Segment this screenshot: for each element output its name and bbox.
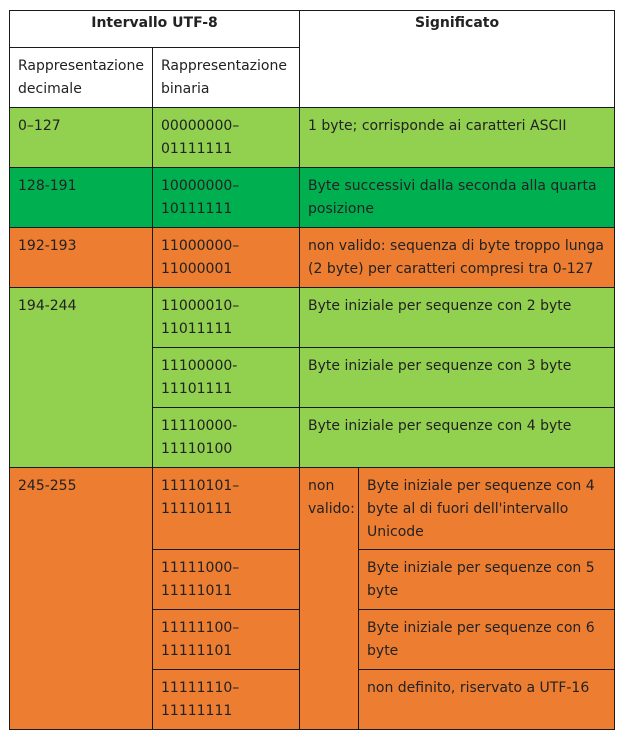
table-row bbox=[10, 288, 615, 348]
meaning-cell: non definito, riservato a UTF-16 bbox=[359, 670, 615, 730]
meaning-header: Significato bbox=[300, 11, 615, 108]
decimal-cell: 245-255 bbox=[10, 468, 153, 730]
meaning-cell: Byte iniziale per sequenze con 5 byte bbox=[359, 550, 615, 610]
meaning-cell: Byte iniziale per sequenze con 4 byte bbox=[300, 408, 615, 468]
table-row bbox=[10, 468, 615, 550]
range-header: Intervallo UTF-8 bbox=[10, 11, 300, 48]
meaning-cell: Byte iniziale per sequenze con 2 byte bbox=[300, 288, 615, 348]
binary-cell: 11100000-11101111 bbox=[153, 348, 300, 408]
meaning-cell: 1 byte; corrisponde ai caratteri ASCII bbox=[300, 108, 615, 168]
binary-cell: 00000000–01111111 bbox=[153, 108, 300, 168]
meaning-cell: non valido: sequenza di byte troppo lunga (2 byte) per caratteri compresi tra 0-127 bbox=[300, 228, 615, 288]
decimal-cell: 194-244 bbox=[10, 288, 153, 468]
binary-cell: 11111110–11111111 bbox=[153, 670, 300, 730]
meaning-cell: Byte successivi dalla seconda alla quarta posizione bbox=[300, 168, 615, 228]
binary-cell: 11110101–11110111 bbox=[153, 468, 300, 550]
binary-cell: 10000000–10111111 bbox=[153, 168, 300, 228]
meaning-cell: Byte iniziale per sequenze con 6 byte bbox=[359, 610, 615, 670]
decimal-cell: 192-193 bbox=[10, 228, 153, 288]
table-row bbox=[10, 228, 615, 288]
meaning-cell: Byte iniziale per sequenze con 4 byte al di fuori dell'intervallo Unicode bbox=[359, 468, 615, 550]
binary-cell: 11000000–11000001 bbox=[153, 228, 300, 288]
binary-cell: 11111000–11111011 bbox=[153, 550, 300, 610]
binary-cell: 11110000-11110100 bbox=[153, 408, 300, 468]
decimal-header: Rappresentazione decimale bbox=[10, 48, 153, 108]
table-row bbox=[10, 168, 615, 228]
decimal-cell: 0–127 bbox=[10, 108, 153, 168]
binary-cell: 11111100–11111101 bbox=[153, 610, 300, 670]
meaning-cell: Byte iniziale per sequenze con 3 byte bbox=[300, 348, 615, 408]
invalid-label: non valido: bbox=[300, 468, 359, 730]
table-row bbox=[10, 108, 615, 168]
binary-header: Rappresentazione binaria bbox=[153, 48, 300, 108]
decimal-cell: 128-191 bbox=[10, 168, 153, 228]
binary-cell: 11000010–11011111 bbox=[153, 288, 300, 348]
utf8-table bbox=[9, 10, 615, 730]
